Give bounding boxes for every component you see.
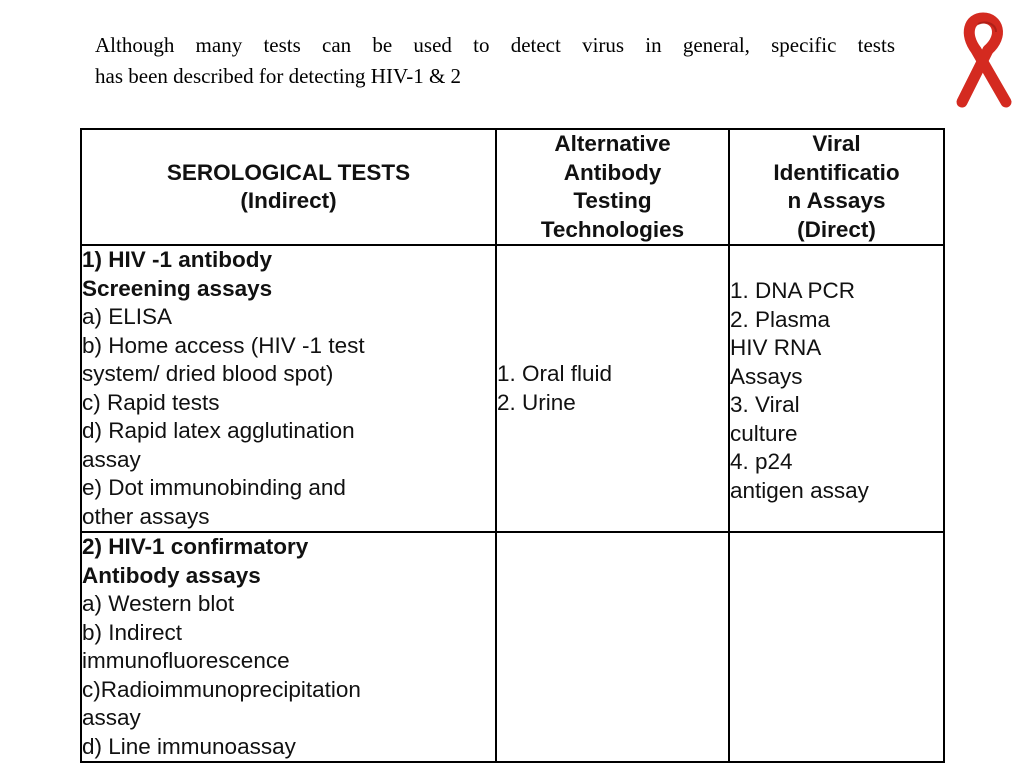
cell-item-line: c)Radioimmunoprecipitation bbox=[82, 676, 361, 702]
cell-item-line: immunofluorescence bbox=[82, 648, 290, 673]
cell-item-line: c) Rapid tests bbox=[82, 389, 220, 415]
alternative-testing-cell bbox=[496, 245, 729, 532]
cell-item-line: a) Western blot bbox=[82, 591, 235, 616]
cell-item-line: antigen assay bbox=[730, 477, 869, 503]
intro-line-2: has been described for detecting HIV-1 & 2 bbox=[95, 64, 462, 88]
table-row bbox=[81, 245, 944, 532]
table-row bbox=[81, 532, 944, 762]
header-line: Identificatio bbox=[773, 159, 900, 185]
header-line: Antibody bbox=[563, 159, 662, 185]
cell-title-line: 1) HIV -1 antibody bbox=[82, 247, 273, 272]
header-line: Alternative bbox=[554, 131, 671, 156]
cell-item-line: 2. Urine bbox=[497, 389, 576, 415]
header-serological-tests bbox=[81, 129, 496, 245]
cell-item-line: 2. Plasma bbox=[730, 306, 831, 332]
cell-item-line: 3. Viral bbox=[730, 392, 800, 417]
red-ribbon-icon bbox=[952, 10, 1014, 110]
cell-title-line: Screening assays bbox=[82, 275, 273, 301]
confirmatory-assays-cell bbox=[81, 532, 496, 762]
header-line: (Direct) bbox=[797, 216, 876, 242]
intro-line-1: Although many tests can be used to detect virus in general, specific tests bbox=[95, 33, 895, 57]
hiv-tests-table bbox=[80, 128, 945, 763]
cell-item-line: HIV RNA bbox=[730, 335, 822, 360]
header-line: Technologies bbox=[540, 216, 685, 242]
header-line: SEROLOGICAL TESTS bbox=[166, 159, 411, 185]
cell-item-line: d) Rapid latex agglutination bbox=[82, 418, 355, 443]
viral-assays-cell bbox=[729, 245, 944, 532]
cell-item-line: other assays bbox=[82, 503, 210, 529]
cell-title-line: Antibody assays bbox=[82, 562, 261, 588]
cell-item-line: e) Dot immunobinding and bbox=[82, 475, 346, 500]
table-header-row bbox=[81, 129, 944, 245]
viral-assays-list bbox=[730, 246, 943, 505]
cell-item-line: b) Home access (HIV -1 test bbox=[82, 332, 365, 358]
cell-item-line: a) ELISA bbox=[82, 304, 173, 329]
header-line: Viral bbox=[812, 131, 861, 156]
header-line: Testing bbox=[573, 188, 652, 213]
cell-item-line: 4. p24 bbox=[730, 449, 793, 474]
cell-item-line: 1. DNA PCR bbox=[730, 278, 856, 303]
cell-item-line: 1. Oral fluid bbox=[497, 361, 613, 386]
empty-cell bbox=[729, 532, 944, 762]
header-line: (Indirect) bbox=[240, 188, 337, 213]
cell-item-line: system/ dried blood spot) bbox=[82, 361, 334, 386]
header-line: n Assays bbox=[787, 188, 886, 213]
cell-item-line: assay bbox=[82, 446, 141, 472]
cell-title-line: 2) HIV-1 confirmatory bbox=[82, 534, 309, 559]
header-alternative-antibody bbox=[496, 129, 729, 245]
cell-item-line: b) Indirect bbox=[82, 619, 183, 645]
empty-cell bbox=[496, 532, 729, 762]
cell-item-line: Assays bbox=[730, 363, 803, 389]
header-viral-identification bbox=[729, 129, 944, 245]
cell-item-line: culture bbox=[730, 420, 798, 446]
intro-text bbox=[95, 30, 895, 92]
cell-item-line: d) Line immunoassay bbox=[82, 733, 296, 759]
screening-assays-cell bbox=[81, 245, 496, 532]
cell-item-line: assay bbox=[82, 705, 141, 730]
